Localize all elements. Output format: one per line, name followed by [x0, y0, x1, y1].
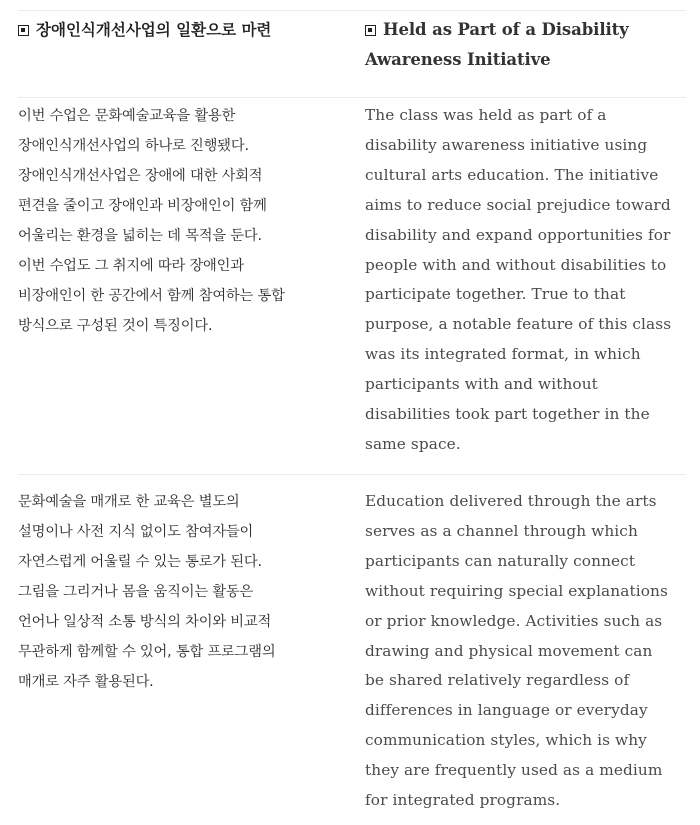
square-bullet-icon — [18, 25, 29, 36]
english-heading-line: Awareness Initiative — [365, 50, 551, 69]
english-line: serves as a channel through which — [365, 521, 638, 540]
english-heading-line: Held as Part of a Disability — [383, 20, 629, 39]
english-line: disability awareness initiative using — [365, 135, 648, 154]
korean-line: 방식으로 구성된 것이 특징이다. — [18, 318, 213, 334]
english-paragraph-2 — [365, 487, 685, 816]
english-line: people with and without disabilities to — [365, 255, 667, 274]
korean-line: 비장애인이 한 공간에서 함께 참여하는 통합 — [18, 288, 285, 304]
korean-paragraph-1 — [18, 101, 336, 341]
korean-line: 설명이나 사전 지식 없이도 참여자들이 — [18, 524, 254, 540]
english-line: without requiring special explanations — [365, 581, 668, 600]
english-line: was its integrated format, in which — [365, 345, 641, 364]
korean-line: 매개로 자주 활용된다. — [18, 674, 154, 690]
english-line: differences in language or everyday — [365, 701, 648, 720]
korean-line: 이번 수업도 그 취지에 따라 장애인과 — [18, 258, 244, 274]
english-line: disability and expand opportunities for — [365, 225, 671, 244]
english-line: Education delivered through the arts — [365, 492, 657, 510]
header-divider — [18, 97, 686, 98]
korean-line: 자연스럽게 어울릴 수 있는 통로가 된다. — [18, 554, 262, 570]
english-heading — [365, 15, 685, 75]
english-line: cultural arts education. The initiative — [365, 165, 659, 184]
english-line: participate together. True to that — [365, 285, 626, 304]
english-line: aims to reduce social prejudice toward — [365, 195, 671, 214]
english-line: for integrated programs. — [365, 791, 561, 810]
korean-line: 편견을 줄이고 장애인과 비장애인이 함께 — [18, 198, 267, 214]
section-1 — [0, 101, 700, 466]
korean-heading — [18, 15, 336, 45]
korean-line: 언어나 일상적 소통 방식의 차이와 비교적 — [18, 614, 272, 630]
english-line: participants with and without — [365, 375, 598, 394]
korean-line: 문화예술을 매개로 한 교육은 별도의 — [18, 494, 240, 510]
english-line: The class was held as part of a — [365, 106, 607, 124]
korean-line: 무관하게 함께할 수 있어, 통합 프로그램의 — [18, 644, 276, 660]
section-divider — [18, 474, 686, 475]
english-line: disabilities took part together in the — [365, 405, 650, 424]
english-line: purpose, a notable feature of this class — [365, 315, 672, 334]
korean-line: 장애인식개선사업은 장애에 대한 사회적 — [18, 168, 263, 184]
korean-heading-text: 장애인식개선사업의 일환으로 마련 — [36, 21, 272, 39]
english-line: same space. — [365, 434, 461, 453]
english-line: or prior knowledge. Activities such as — [365, 611, 663, 630]
korean-paragraph-2 — [18, 487, 336, 697]
english-line: participants can naturally connect — [365, 551, 636, 570]
korean-line: 장애인식개선사업의 하나로 진행됐다. — [18, 138, 249, 154]
top-divider — [18, 10, 686, 11]
english-line: be shared relatively regardless of — [365, 671, 630, 690]
english-line: communication styles, which is why — [365, 731, 647, 750]
english-line: they are frequently used as a medium — [365, 761, 663, 780]
english-paragraph-1 — [365, 101, 685, 460]
english-line: drawing and physical movement can — [365, 641, 653, 660]
section-2 — [0, 487, 700, 822]
korean-line: 어울리는 환경을 넓히는 데 목적을 둔다. — [18, 228, 262, 244]
korean-line: 그림을 그리거나 몸을 움직이는 활동은 — [18, 584, 254, 600]
korean-line: 이번 수업은 문화예술교육을 활용한 — [18, 108, 236, 124]
header-row — [0, 15, 700, 85]
square-bullet-icon — [365, 25, 376, 36]
